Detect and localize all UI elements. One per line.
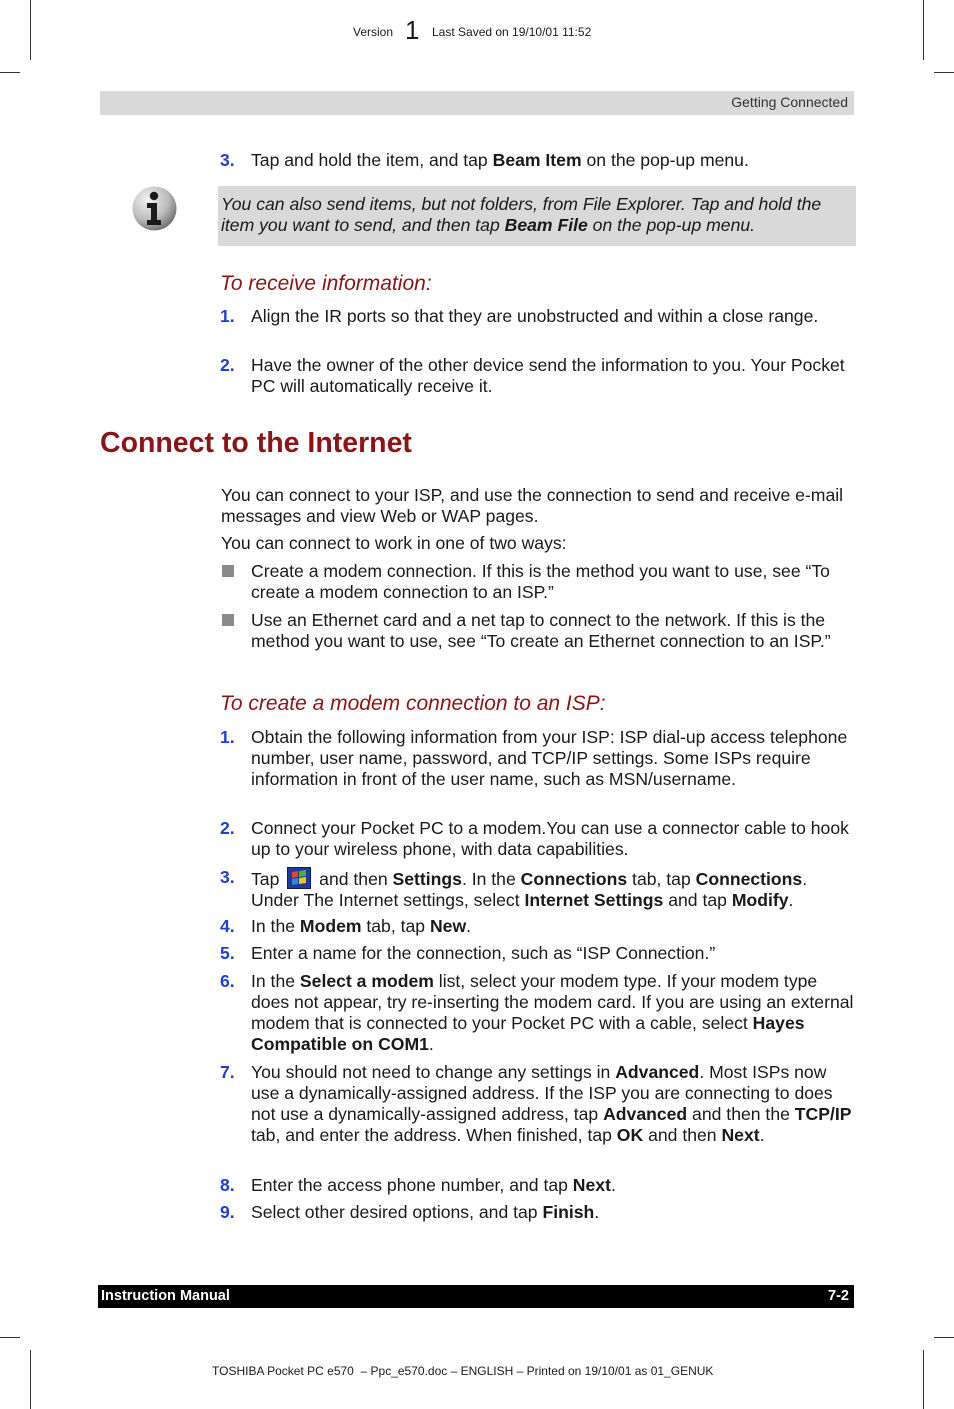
bullet-square	[222, 614, 234, 626]
crop-mark	[0, 1337, 20, 1338]
step-number: 2.	[220, 355, 235, 375]
modem-step-text: Select other desired options, and tap Finish.	[251, 1202, 600, 1222]
step-number: 7.	[220, 1062, 235, 1082]
crop-mark	[923, 1350, 924, 1409]
running-header	[100, 91, 854, 115]
step-number: 4.	[220, 916, 235, 936]
intro-paragraph: You can connect to work in one of two ways:	[221, 533, 567, 553]
crop-mark	[923, 0, 924, 60]
modem-step-text: You should not need to change any settings in Advanced. Most ISPs now use a dynamically-assigned address. If the ISP you are connecting to does not use a dynamically-assigned address, tap Advanced and then the TCP/IP tab, and enter the address. When finished, tap OK and then Next.	[251, 1062, 852, 1145]
crop-mark	[934, 72, 954, 73]
note-box	[218, 186, 856, 246]
windows-start-icon[interactable]	[287, 867, 311, 889]
manual-title: Instruction Manual	[101, 1288, 230, 1304]
receive-heading: To receive information:	[220, 272, 432, 295]
version-label: Version	[353, 25, 394, 39]
footer-bar	[98, 1285, 854, 1308]
beam-step-text: Tap and hold the item, and tap Beam Item on the pop-up menu.	[251, 150, 749, 170]
crop-mark	[0, 72, 20, 73]
info-icon	[131, 185, 178, 232]
bullet-square	[222, 565, 234, 577]
modem-step-text: Connect your Pocket PC to a modem.You can use a connector cable to hook up to your wireless phone, with data capabilities.	[251, 818, 849, 859]
step-number: 1.	[220, 306, 235, 326]
page-number: 7-2	[828, 1288, 849, 1304]
modem-step-text: In the Select a modem list, select your modem type. If your modem type does not appear, try re-inserting the modem card. If you are using an external modem that is connected to your Pocket PC with a cable, select Hayes Compatible on COM1.	[251, 971, 854, 1054]
bullet-text: Create a modem connection. If this is the method you want to use, see “To create a modem connection to an ISP.”	[251, 561, 830, 602]
last-saved: Last Saved on 19/10/01 11:52	[432, 25, 592, 39]
receive-step-text: Align the IR ports so that they are unobstructed and within a close range.	[251, 306, 819, 326]
crop-mark	[934, 1337, 954, 1338]
modem-step-text: Tap and then Settings. In the Connections tab, tap Connections. Under The Internet settings, select Internet Settings and tap Modify.	[251, 869, 808, 910]
step-number: 5.	[220, 943, 235, 963]
step-number: 3.	[220, 867, 235, 887]
modem-heading: To create a modem connection to an ISP:	[220, 692, 606, 715]
step-number: 6.	[220, 971, 235, 991]
intro-paragraph: You can connect to your ISP, and use the connection to send and receive e-mail messages and view Web or WAP pages.	[221, 485, 844, 526]
print-info: TOSHIBA Pocket PC e570 – Ppc_e570.doc – ENGLISH – Printed on 19/10/01 as 01_GENUK	[212, 1364, 714, 1378]
modem-step-text: In the Modem tab, tap New.	[251, 916, 472, 936]
crop-mark	[30, 1350, 31, 1409]
receive-step-text: Have the owner of the other device send the information to you. Your Pocket PC will automatically receive it.	[251, 355, 845, 396]
step-number: 2.	[220, 818, 235, 838]
version-number: 1	[405, 15, 420, 45]
bullet-text: Use an Ethernet card and a net tap to connect to the network. If this is the method you want to use, see “To create an Ethernet connection to an ISP.”	[251, 610, 831, 651]
step-number: 9.	[220, 1202, 235, 1222]
page-title: Connect to the Internet	[100, 427, 412, 459]
crop-mark	[30, 0, 31, 60]
step-number: 8.	[220, 1175, 235, 1195]
modem-step-text: Enter a name for the connection, such as “ISP Connection.”	[251, 943, 716, 963]
note-text: You can also send items, but not folders, from File Explorer. Tap and hold the item you want to send, and then tap Beam File on the pop-up menu.	[221, 194, 822, 235]
step-number: 3.	[220, 150, 235, 170]
modem-step-text: Obtain the following information from your ISP: ISP dial-up access telephone number, user name, password, and TCP/IP settings. Some ISPs require information in front of the user name, such as MSN/username.	[251, 727, 848, 789]
modem-step-text: Enter the access phone number, and tap Next.	[251, 1175, 616, 1195]
section-title: Getting Connected	[731, 94, 848, 110]
step-number: 1.	[220, 727, 235, 747]
